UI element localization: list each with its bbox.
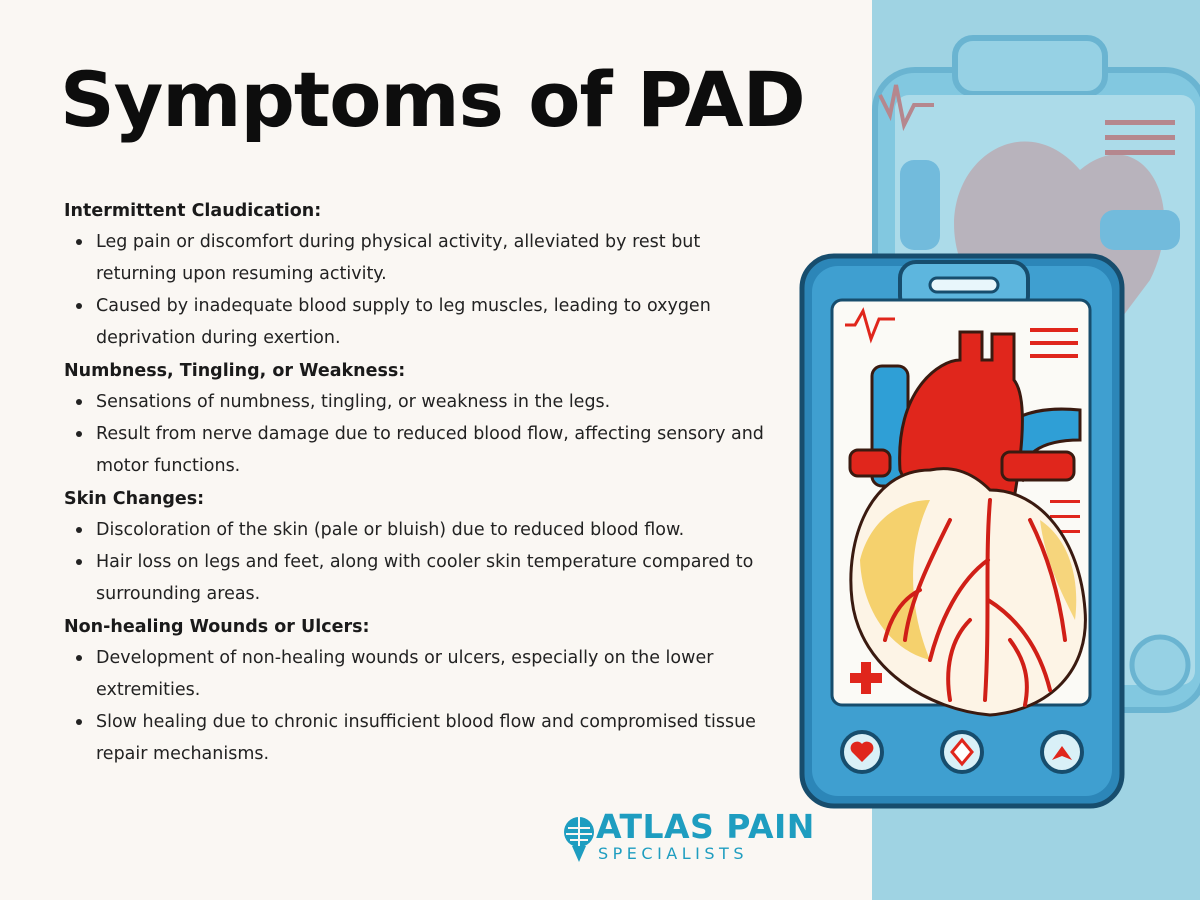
bullet-list	[64, 386, 764, 482]
section-non-healing-wounds	[64, 612, 764, 770]
logo-name: ATLAS PAIN	[596, 807, 815, 846]
list-item: Development of non-healing wounds or ulcers, especially on the lower extremities.	[64, 642, 764, 706]
list-item: Discoloration of the skin (pale or bluish) due to reduced blood flow.	[64, 514, 764, 546]
atlas-pain-logo	[562, 807, 815, 868]
bullet-list	[64, 226, 764, 354]
list-item: Caused by inadequate blood supply to leg muscles, leading to oxygen deprivation during exertion.	[64, 290, 764, 354]
list-item: Slow healing due to chronic insufficient blood flow and compromised tissue repair mechanisms.	[64, 706, 764, 770]
section-heading: Numbness, Tingling, or Weakness:	[64, 361, 406, 381]
bullet-list	[64, 514, 764, 610]
list-item: Sensations of numbness, tingling, or weakness in the legs.	[64, 386, 764, 418]
section-heading: Intermittent Claudication:	[64, 201, 322, 221]
logo-subtitle: SPECIALISTS	[598, 844, 748, 863]
section-intermittent-claudication	[64, 196, 764, 354]
list-item: Result from nerve damage due to reduced blood flow, affecting sensory and motor functions.	[64, 418, 764, 482]
bullet-list	[64, 642, 764, 770]
list-item: Leg pain or discomfort during physical activity, alleviated by rest but returning upon resuming activity.	[64, 226, 764, 290]
section-heading: Non-healing Wounds or Ulcers:	[64, 617, 370, 637]
section-numbness	[64, 356, 764, 482]
section-heading: Skin Changes:	[64, 489, 205, 509]
symptom-list	[64, 196, 764, 772]
heart-phone-illustration	[770, 0, 1200, 900]
page-title: Symptoms of PAD	[60, 55, 805, 144]
logo-globe-icon	[562, 812, 596, 864]
list-item: Hair loss on legs and feet, along with cooler skin temperature compared to surrounding areas.	[64, 546, 764, 610]
section-skin-changes	[64, 484, 764, 610]
